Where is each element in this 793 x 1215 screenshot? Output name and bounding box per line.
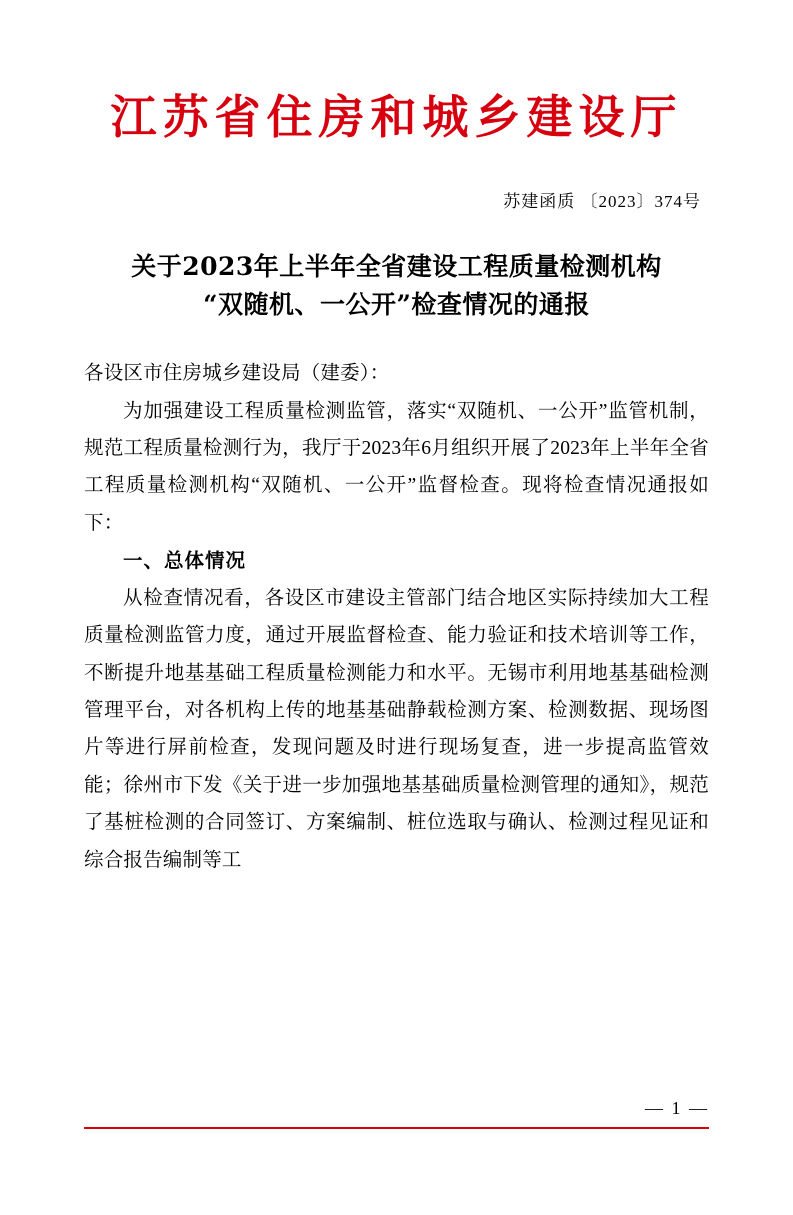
paragraph-intro: 为加强建设工程质量检测监管，落实“双随机、一公开”监管机制，规范工程质量检测行为，我厅于2023年6月组织开展了2023年上半年全省工程质量检测机构“双随机、一公开”监督检查。现将检查情况通报如下： [84, 400, 709, 534]
footer-divider [84, 1127, 709, 1129]
document-page [0, 92, 793, 1215]
page-title-line-2: “双随机、一公开”检查情况的通报 [203, 290, 590, 320]
document-number: 苏建函质 〔2023〕374号 [503, 191, 701, 211]
section-heading-overall-situation: 一、总体情况 [123, 549, 247, 573]
paragraph-overall-situation: 从检查情况看，各设区市建设主管部门结合地区实际持续加大工程质量检测监管力度，通过开展监督检查、能力验证和技术培训等工作，不断提升地基基础工程质量检测能力和水平。无锡市利用地基基础检测管理平台，对各机构上传的地基基础静载检测方案、检测数据、现场图片等进行屏前检查，发现问题及时进行现场复查，进一步提高监管效能；徐州市下发《关于进一步加强地基基础质量检测管理的通知》，规范了基桩检测的合同签订、方案编制、桩位选取与确认、检测过程见证和综合报告编制等工 [84, 587, 709, 871]
salutation: 各设区市住房城乡建设局（建委）： [84, 363, 390, 385]
letterhead-title: 江苏省住房和城乡建设厅 [110, 90, 683, 144]
document-body [84, 355, 709, 879]
page-title-line-1: 关于2023年上半年全省建设工程质量检测机构 [131, 251, 662, 281]
page-number: — 1 — [645, 1098, 709, 1118]
page-title [84, 248, 709, 326]
